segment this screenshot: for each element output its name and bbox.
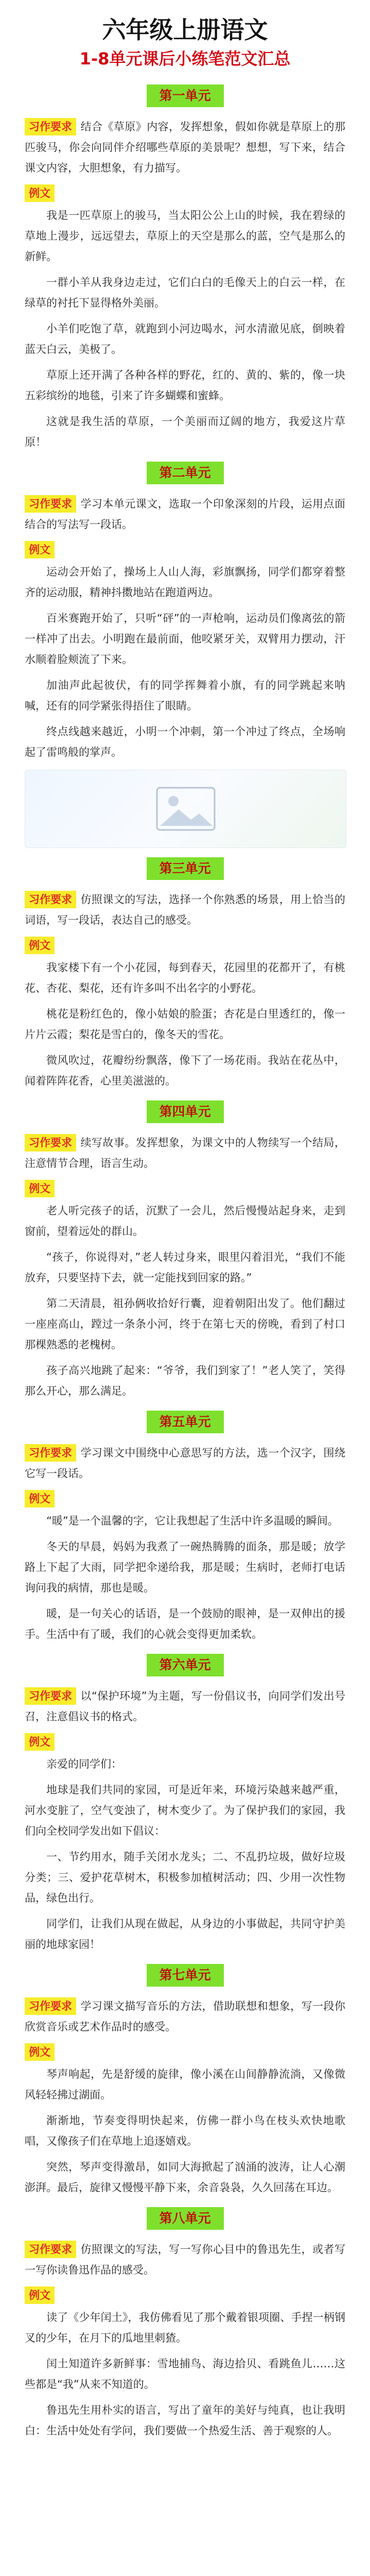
- prompt-text: 学习本单元课文，选取一个印象深刻的片段，运用点面结合的写法写一段话。: [25, 498, 345, 531]
- unit-heading: 第五单元: [147, 1411, 224, 1433]
- unit-prompt: [25, 1996, 345, 2037]
- example-row: [25, 541, 345, 558]
- units-container: [25, 84, 345, 2441]
- example-paragraph: 终点线越来越近，小明一个冲刺，第一个冲过了终点，全场响起了雷鸣般的掌声。: [25, 725, 345, 758]
- example-paragraph: 加油声此起彼伏，有的同学挥舞着小旗，有的同学跳起来呐喊，还有的同学紧张得捂住了眼睛。: [25, 679, 345, 712]
- unit-heading: 第四单元: [147, 1100, 224, 1123]
- example-paragraph: 我是一匹草原上的骏马，当太阳公公上山的时候，我在碧绿的草地上漫步，远远望去，草原上的天空是那么的蓝，空气是那么的新鲜。: [25, 209, 345, 263]
- unit-section: [25, 1654, 345, 1955]
- unit-section: [25, 84, 345, 452]
- unit-heading: 第八单元: [147, 2207, 224, 2230]
- page-title: 六年级上册语文: [102, 16, 268, 44]
- image-icon: [155, 786, 217, 832]
- example-paragraph: 琴声响起，先是舒缓的旋律，像小溪在山间静静流淌，又像微风轻轻拂过湖面。: [25, 2068, 345, 2101]
- prompt-text: 续写故事。发挥想象，为课文中的人物续写一个结局，注意情节合理，语言生动。: [25, 1137, 345, 1170]
- example-paragraph: 桃花是粉红色的，像小姑娘的脸蛋；杏花是白里透红的，像一片片云霞；梨花是雪白的，像冬天的雪花。: [25, 1008, 345, 1041]
- example-paragraph: 第二天清晨，祖孙俩收拾好行囊，迎着朝阳出发了。他们翻过一座座高山，蹚过一条条小河，终于在第七天的傍晚，看到了村口那棵熟悉的老槐树。: [25, 1297, 345, 1351]
- prompt-tag: 习作要求: [25, 2241, 76, 2258]
- example-paragraph: 鲁迅先生用朴实的语言，写出了童年的美好与纯真，也让我明白：生活中处处有学问，我们要做一个热爱生活、善于观察的人。: [25, 2404, 345, 2437]
- prompt-text: 以“保护环境”为主题，写一份倡议书，向同学们发出号召，注意倡议书的格式。: [25, 1690, 345, 1723]
- prompt-text: 学习课文描写音乐的方法，借助联想和想象，写一段你欣赏音乐或艺术作品时的感受。: [25, 2000, 345, 2033]
- example-row: [25, 1490, 345, 1507]
- unit-section: [25, 1100, 345, 1401]
- prompt-text: 仿照课文的写法，写一写你心目中的鲁迅先生，或者写一写你读鲁迅作品的感受。: [25, 2243, 345, 2276]
- example-paragraph: 突然，琴声变得激昂，如同大海掀起了汹涌的波涛，让人心潮澎湃。最后，旋律又慢慢平静下来，余音袅袅，久久回荡在耳边。: [25, 2161, 345, 2194]
- example-paragraph: 冬天的早晨，妈妈为我煮了一碗热腾腾的面条，那是暖；放学路上下起了大雨，同学把伞递给我，那是暖；生病时，老师打电话询问我的病情，那也是暖。: [25, 1540, 345, 1594]
- example-paragraph: 闰土知道许多新鲜事：雪地捕鸟、海边拾贝、看跳鱼儿……这些都是“我”从来不知道的。: [25, 2358, 345, 2391]
- example-row: [25, 2043, 345, 2061]
- example-paragraph: “孩子，你说得对，”老人转过身来，眼里闪着泪光，“我们不能放弃，只要坚持下去，就一定能找到回家的路。”: [25, 1251, 345, 1284]
- example-row: [25, 1180, 345, 1197]
- example-paragraph: 草原上还开满了各种各样的野花，红的、黄的、紫的，像一块五彩缤纷的地毯，引来了许多蝴蝶和蜜蜂。: [25, 369, 345, 402]
- example-tag: 例文: [25, 541, 55, 558]
- example-paragraph: 同学们，让我们从现在做起，从身边的小事做起，共同守护美丽的地球家园！: [25, 1918, 345, 1951]
- unit-prompt: [25, 1443, 345, 1484]
- unit-prompt: [25, 2239, 345, 2280]
- prompt-tag: 习作要求: [25, 118, 76, 135]
- example-paragraph: 地球是我们共同的家园，可是近年来，环境污染越来越严重，河水变脏了，空气变浊了，树木变少了。为了保护我们的家园，我们向全校同学发出如下倡议：: [25, 1784, 345, 1837]
- example-paragraph: 小羊们吃饱了草，就跑到小河边喝水，河水清澈见底，倒映着蓝天白云，美极了。: [25, 323, 345, 355]
- example-row: [25, 1733, 345, 1751]
- example-tag: 例文: [25, 2286, 55, 2304]
- prompt-tag: 习作要求: [25, 495, 76, 513]
- unit-section: [25, 1964, 345, 2198]
- example-paragraph: 渐渐地，节奏变得明快起来，仿佛一群小鸟在枝头欢快地歌唱，又像孩子们在草地上追逐嬉戏。: [25, 2114, 345, 2147]
- prompt-text: 仿照课文的写法，选择一个你熟悉的场景，用上恰当的词语，写一段话，表达自己的感受。: [25, 893, 345, 926]
- example-paragraph: 微风吹过，花瓣纷纷飘落，像下了一场花雨。我站在花丛中，闻着阵阵花香，心里美滋滋的。: [25, 1054, 345, 1087]
- unit-section: [25, 462, 345, 848]
- unit-heading: 第二单元: [147, 462, 224, 484]
- unit-heading: 第六单元: [147, 1654, 224, 1676]
- example-paragraph: 亲爱的同学们：: [46, 1758, 122, 1770]
- prompt-text: 学习课文中围绕中心意思写的方法，选一个汉字，围绕它写一段话。: [25, 1447, 345, 1480]
- example-paragraph: 读了《少年闰土》，我仿佛看见了那个戴着银项圈、手捏一柄钢叉的少年，在月下的瓜地里刺猹。: [25, 2311, 345, 2344]
- unit-section: [25, 1411, 345, 1645]
- example-paragraph: 孩子高兴地跳了起来：“爷爷，我们到家了！”老人笑了，笑得那么开心，那么满足。: [25, 1364, 345, 1397]
- example-paragraph: 运动会开始了，操场上人山人海，彩旗飘扬，同学们都穿着整齐的运动服，精神抖擞地站在跑道两边。: [25, 566, 345, 599]
- prompt-tag: 习作要求: [25, 891, 76, 908]
- unit-heading: 第七单元: [147, 1964, 224, 1987]
- example-paragraph: 一、节约用水，随手关闭水龙头；二、不乱扔垃圾，做好垃圾分类；三、爱护花草树木，积极参加植树活动；四、少用一次性物品，绿色出行。: [25, 1851, 345, 1904]
- unit-prompt: [25, 1686, 345, 1727]
- prompt-tag: 习作要求: [25, 1134, 76, 1151]
- unit-heading: 第一单元: [147, 84, 224, 107]
- prompt-tag: 习作要求: [25, 1997, 76, 2015]
- prompt-tag: 习作要求: [25, 1687, 76, 1705]
- example-tag: 例文: [25, 184, 55, 202]
- unit-prompt: [25, 1132, 345, 1174]
- example-paragraph: 一群小羊从我身边走过，它们白白的毛像天上的白云一样，在绿草的衬托下显得格外美丽。: [25, 276, 345, 309]
- example-paragraph: 老人听完孩子的话，沉默了一会儿，然后慢慢站起身来，走到窗前，望着远处的群山。: [25, 1205, 345, 1238]
- example-row: [25, 184, 345, 202]
- example-tag: 例文: [25, 937, 55, 954]
- unit-heading: 第三单元: [147, 857, 224, 880]
- unit-prompt: [25, 889, 345, 930]
- example-paragraph: 这就是我生活的草原，一个美丽而辽阔的地方，我爱这片草原！: [25, 415, 345, 448]
- example-tag: 例文: [25, 1180, 55, 1197]
- example-paragraph: 我家楼下有一个小花园，每到春天，花园里的花都开了，有桃花、杏花、梨花，还有许多叫不出名字的小野花。: [25, 961, 345, 994]
- example-row: [25, 937, 345, 954]
- example-tag: 例文: [25, 1490, 55, 1507]
- example-paragraph: 暖，是一句关心的话语，是一个鼓励的眼神，是一双伸出的援手。生活中有了暖，我们的心就会变得更加柔软。: [25, 1607, 345, 1640]
- unit-prompt: [25, 494, 345, 535]
- example-tag: 例文: [25, 1733, 55, 1751]
- unit-prompt: [25, 116, 345, 178]
- example-row: [25, 2286, 345, 2304]
- example-paragraph: 百米赛跑开始了，只听“砰”的一声枪响，运动员们像离弦的箭一样冲了出去。小明跑在最前面，他咬紧牙关，双臂用力摆动，汗水顺着脸颊流了下来。: [25, 612, 345, 666]
- unit-section: [25, 2207, 345, 2441]
- example-tag: 例文: [25, 2043, 55, 2061]
- prompt-text: 结合《草原》内容，发挥想象，假如你就是草原上的那匹骏马，你会向同伴介绍哪些草原的美景呢？想想，写下来，结合课文内容，大胆想象，有力描写。: [25, 121, 345, 174]
- page-subtitle: 1-8单元课后小练笔范文汇总: [79, 49, 291, 69]
- prompt-tag: 习作要求: [25, 1444, 76, 1462]
- illustration-image: [25, 770, 346, 848]
- example-paragraph: “暖”是一个温馨的字，它让我想起了生活中许多温暖的瞬间。: [46, 1515, 339, 1527]
- unit-section: [25, 857, 345, 1091]
